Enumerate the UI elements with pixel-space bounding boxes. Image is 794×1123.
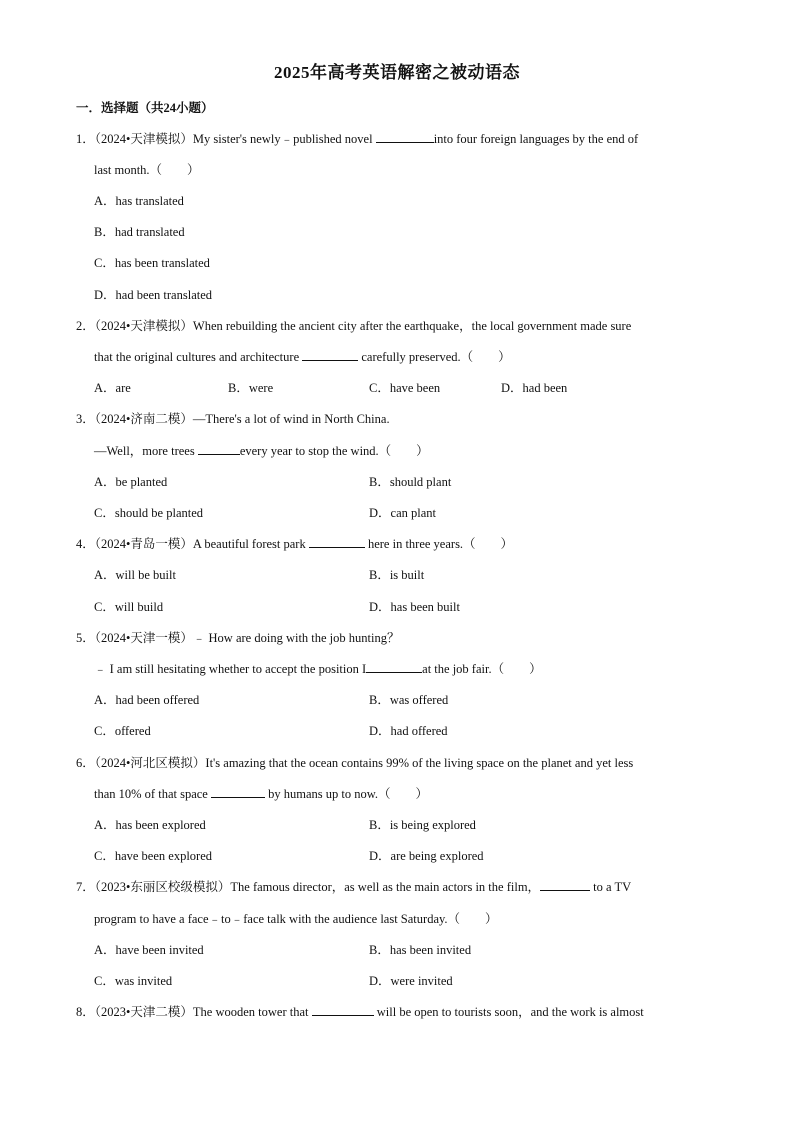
- question-text: than 10% of that space: [94, 787, 211, 801]
- option-c: C．have been: [369, 381, 441, 395]
- answer-blank: [309, 535, 365, 548]
- option-a: A．has translated: [94, 194, 184, 208]
- option-d: D．has been built: [369, 600, 460, 614]
- option-d: D．were invited: [369, 974, 453, 988]
- question-number: 6．: [76, 756, 95, 770]
- answer-blank: [312, 1003, 374, 1016]
- option-a: A．will be built: [94, 568, 176, 582]
- question-5-line-2: [94, 660, 542, 678]
- question-number: 2．: [76, 319, 95, 333]
- question-text: by humans up to now.（ ）: [264, 787, 429, 801]
- option-b: B．is being explored: [369, 818, 476, 832]
- question-source: （2023•东丽区校级模拟）: [94, 880, 231, 894]
- answer-blank: [302, 348, 358, 361]
- question-text: that the original cultures and architecture: [94, 350, 303, 364]
- question-source: （2024•天津模拟）: [94, 132, 193, 146]
- question-text: ﹣ I am still hesitating whether to accept the position I: [94, 662, 367, 676]
- question-text: here in three years.（ ）: [364, 537, 514, 551]
- option-d: D．can plant: [369, 506, 436, 520]
- option-a: A．have been invited: [94, 943, 204, 957]
- question-3-line-2: [94, 442, 429, 460]
- question-6-line-2: [94, 785, 428, 803]
- option-c: C．will build: [94, 600, 164, 614]
- question-text: It's amazing that the ocean contains 99% of the living space on the planet and yet less: [205, 756, 634, 770]
- answer-blank: [198, 442, 240, 455]
- question-text: to a TV: [590, 880, 632, 894]
- option-c: C．has been translated: [94, 256, 210, 270]
- option-d: D．had been translated: [94, 288, 213, 302]
- option-d: D．had been: [501, 381, 568, 395]
- option-a: A．had been offered: [94, 693, 200, 707]
- question-8-line-1: [76, 1003, 644, 1021]
- question-text: The famous director，as well as the main actors in the film，: [230, 880, 541, 894]
- question-source: （2024•天津模拟）: [94, 319, 193, 333]
- option-c: C．should be planted: [94, 506, 204, 520]
- question-2-line-2: [94, 348, 511, 366]
- option-a: A．be planted: [94, 475, 168, 489]
- question-number: 4．: [76, 537, 95, 551]
- option-b: B．was offered: [369, 693, 449, 707]
- question-text: When rebuilding the ancient city after the earthquake，the local government made sure: [192, 319, 632, 333]
- question-text: A beautiful forest park: [192, 537, 309, 551]
- option-b: B．should plant: [369, 475, 452, 489]
- option-b: B．is built: [369, 568, 425, 582]
- question-text: will be open to tourists soon，and the work is almost: [373, 1005, 644, 1019]
- option-d: D．had offered: [369, 724, 448, 738]
- question-source: （2024•青岛一模）: [94, 537, 193, 551]
- option-c: C．was invited: [94, 974, 173, 988]
- option-d: D．are being explored: [369, 849, 484, 863]
- answer-blank: [540, 878, 590, 891]
- answer-blank: [376, 130, 434, 143]
- question-number: 7．: [76, 880, 95, 894]
- question-3-line-1: [76, 410, 390, 428]
- question-5-line-1: [76, 629, 399, 647]
- question-text: carefully preserved.（ ）: [358, 350, 511, 364]
- question-number: 8．: [76, 1005, 95, 1019]
- question-2-line-1: [76, 317, 631, 335]
- question-source: （2024•济南二模）: [94, 412, 193, 426]
- question-1-line-2: last month.（ ）: [94, 163, 200, 177]
- question-text: at the job fair.（ ）: [422, 662, 542, 676]
- question-text: The wooden tower that: [192, 1005, 312, 1019]
- option-c: C．offered: [94, 724, 151, 738]
- question-number: 5．: [76, 631, 95, 645]
- question-source: （2024•天津一模）: [94, 631, 193, 645]
- option-b: B．had translated: [94, 225, 185, 239]
- answer-blank: [366, 660, 422, 673]
- question-text: into four foreign languages by the end of: [433, 132, 639, 146]
- question-6-line-1: [76, 754, 633, 772]
- option-b: B．has been invited: [369, 943, 472, 957]
- answer-blank: [211, 785, 265, 798]
- question-1-line-1: [76, 130, 638, 148]
- question-number: 1．: [76, 132, 95, 146]
- option-a: A．are: [94, 381, 131, 395]
- question-text: ﹣ How are doing with the job hunting？: [192, 631, 400, 645]
- option-b: B．were: [228, 381, 274, 395]
- question-text: —There's a lot of wind in North China.: [192, 412, 390, 426]
- question-text: My sister's newly﹣published novel: [192, 132, 376, 146]
- question-7-line-2: program to have a face﹣to﹣face talk with the audience last Saturday.（ ）: [94, 912, 498, 926]
- page-title: 2025年高考英语解密之被动语态: [274, 63, 520, 82]
- question-number: 3．: [76, 412, 95, 426]
- question-source: （2024•河北区模拟）: [94, 756, 206, 770]
- option-a: A．has been explored: [94, 818, 206, 832]
- question-text: —Well，more trees: [94, 444, 198, 458]
- option-c: C．have been explored: [94, 849, 213, 863]
- question-4-line-1: [76, 535, 513, 553]
- question-source: （2023•天津二模）: [94, 1005, 193, 1019]
- question-7-line-1: [76, 878, 631, 896]
- section-heading: 一．选择题（共24小题）: [76, 101, 214, 115]
- question-text: every year to stop the wind.（ ）: [239, 444, 429, 458]
